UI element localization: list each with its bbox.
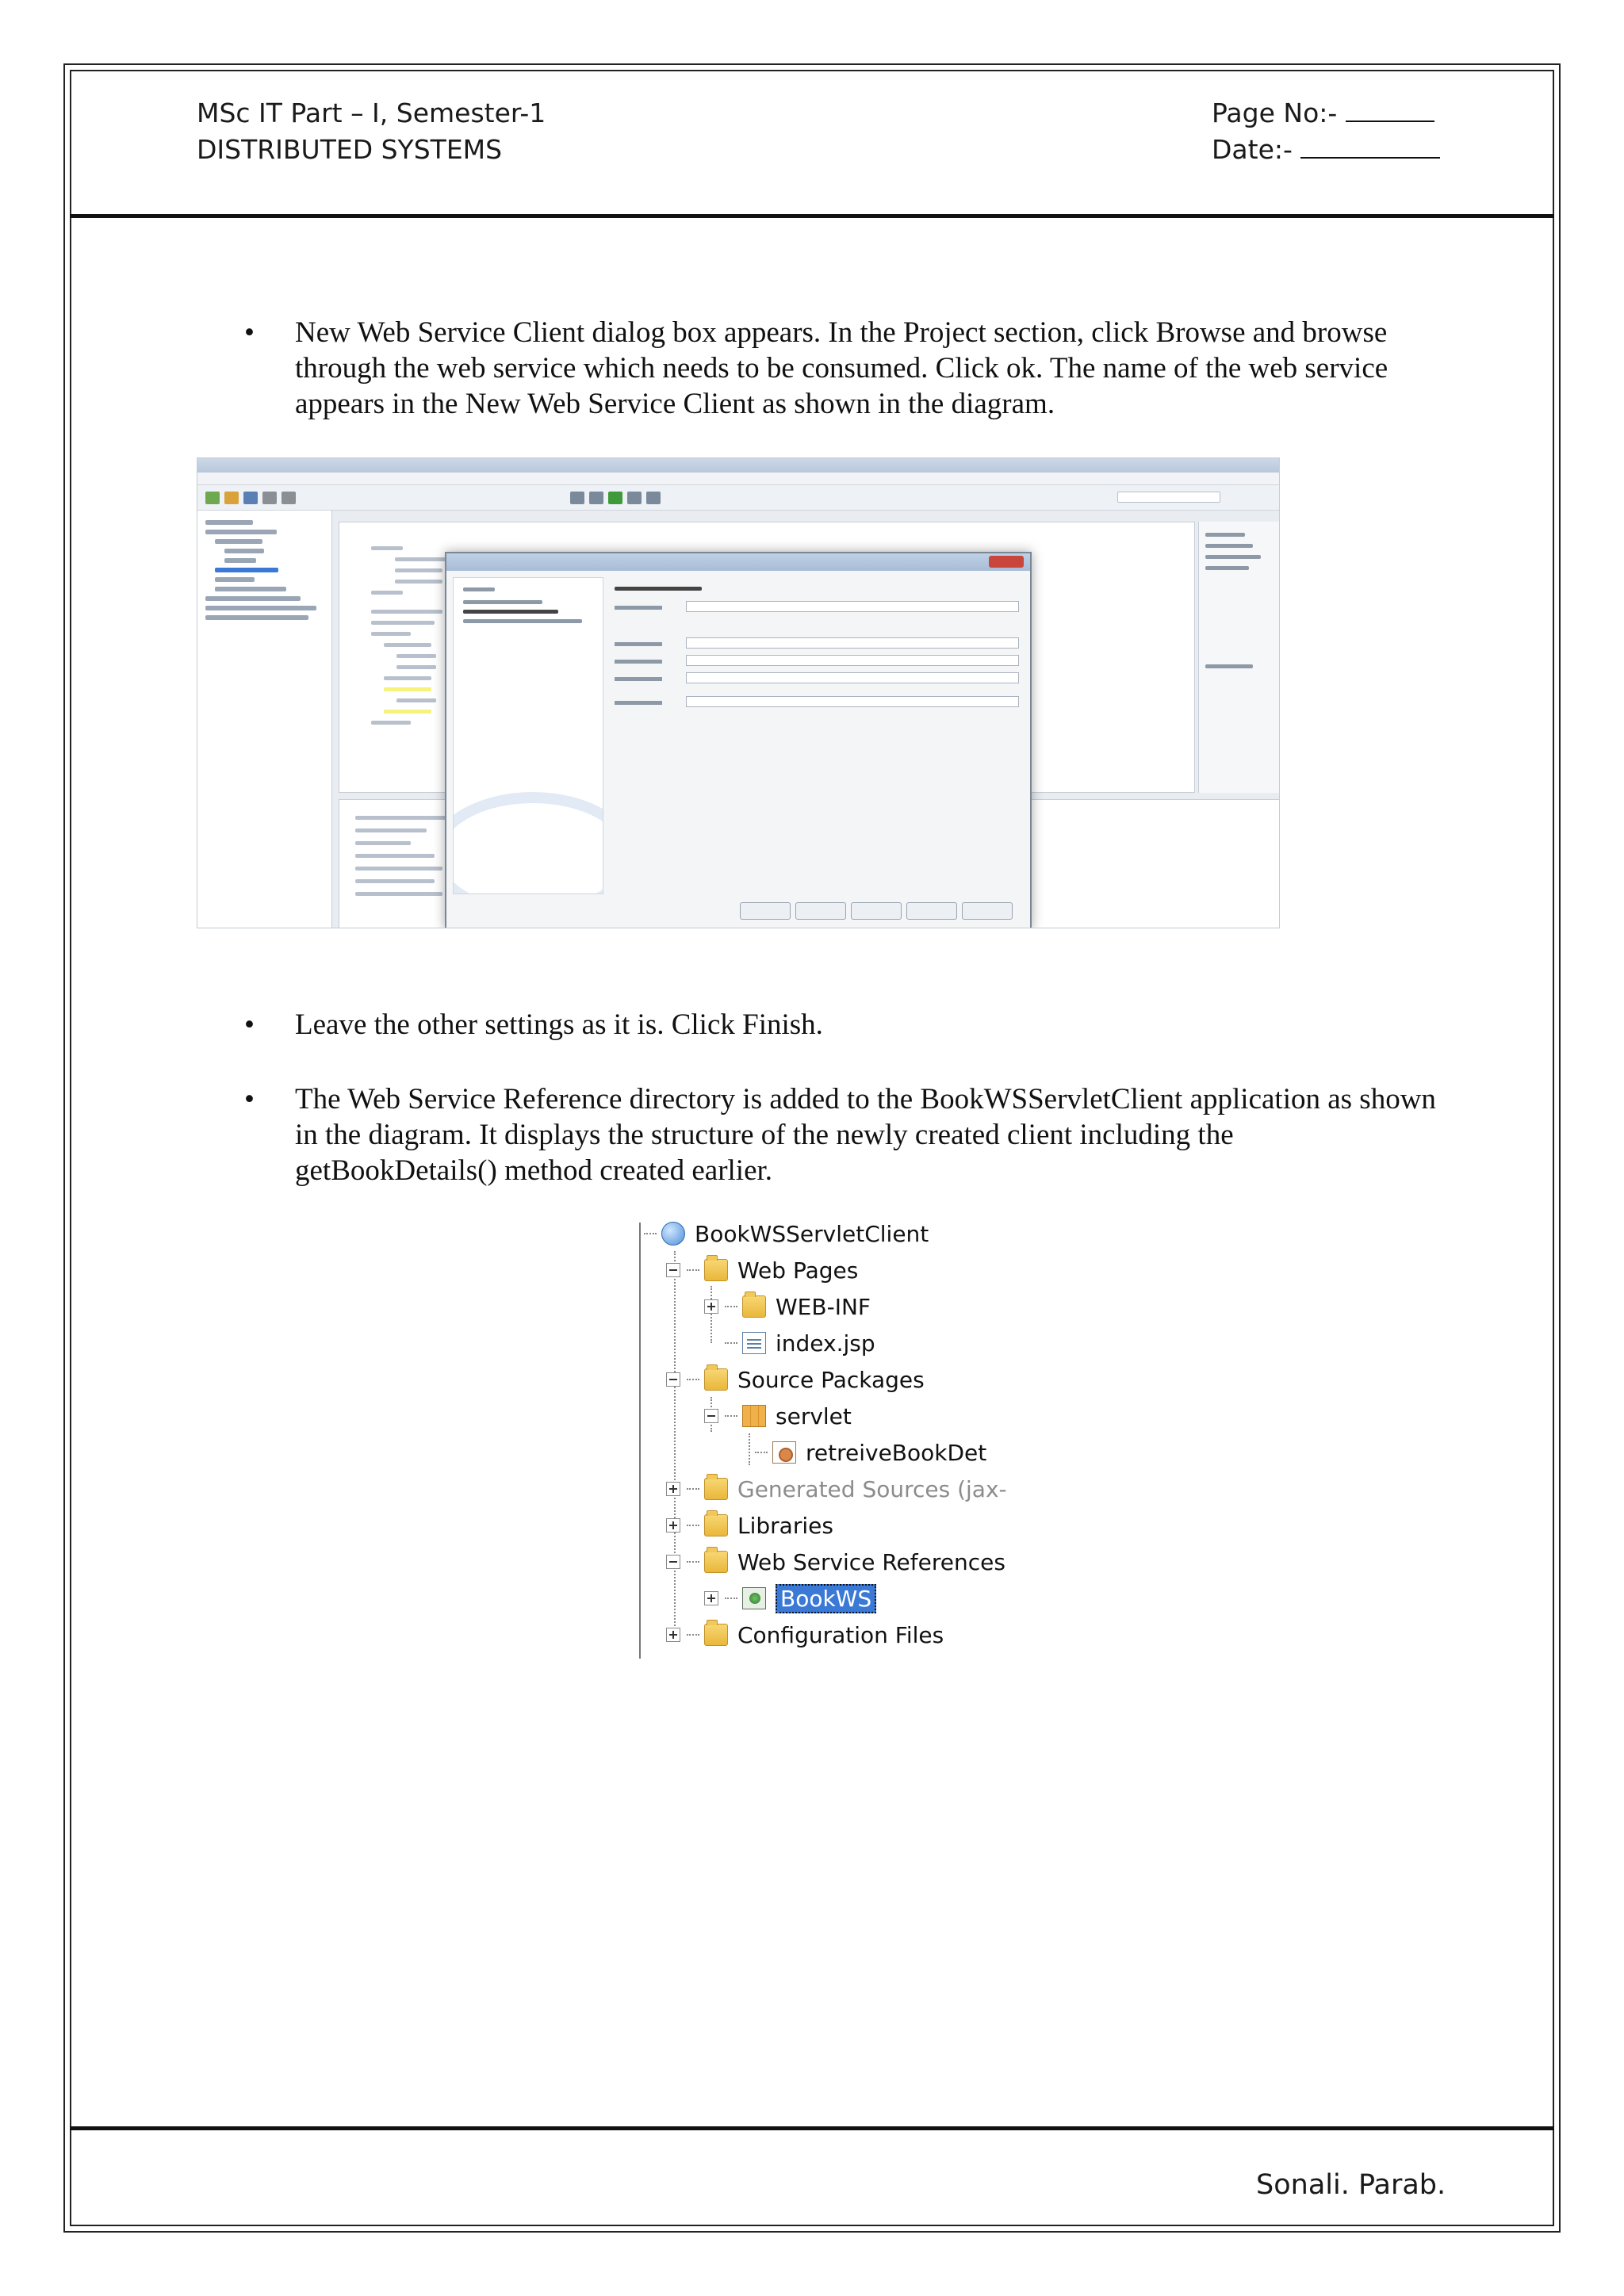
dialog-steps-panel [453,577,603,894]
course-title: MSc IT Part – I, Semester-1 [197,98,546,128]
page-number-blank [1346,98,1434,122]
folder-icon [742,1295,766,1318]
tree-node-source-packages [666,1364,925,1395]
package-icon [742,1405,766,1427]
web-service-icon [742,1587,766,1609]
ide-toolbar [197,485,1279,511]
tree-label: WEB-INF [776,1293,871,1320]
jsp-file-icon [742,1332,766,1354]
collapse-icon [666,1555,680,1569]
page-number-field [1212,95,1440,132]
tree-label: Configuration Files [737,1621,944,1648]
tree-label: Web Service References [737,1548,1005,1575]
globe-icon [661,1222,685,1246]
collapse-icon [704,1409,718,1423]
header-right [1212,95,1440,168]
next-button [795,902,846,920]
tree-label: retreiveBookDet [806,1439,987,1466]
debug-icon [627,492,642,504]
tree-label: index.jsp [776,1330,875,1357]
properties-panel [1198,522,1280,793]
tree-node-index-jsp [725,1327,875,1359]
tree-label: Web Pages [737,1257,859,1284]
search-box [1117,492,1220,503]
ide-menu-bar [197,473,1279,485]
build-icon [570,492,584,504]
ide-title-bar [197,458,1279,473]
new-project-icon [205,492,220,504]
bullet-marker-2: • [244,1008,255,1041]
undo-icon [262,492,277,504]
tree-label: Generated Sources (jax- [737,1475,1007,1502]
open-icon [224,492,239,504]
date-field [1212,132,1440,168]
expand-icon [704,1591,718,1605]
tree-label: BookWSServletClient [695,1220,929,1247]
projects-panel [197,511,332,928]
bullet-marker-3: • [244,1083,255,1115]
new-servlet-dialog [445,552,1032,928]
tree-node-web-pages [666,1254,858,1286]
page-number-label: Page No:- [1212,98,1346,128]
tree-node-libraries [666,1510,833,1541]
tree-label: servlet [776,1402,852,1429]
folder-icon [704,1551,728,1573]
tree-node-servlet-class [755,1437,986,1468]
tree-node-web-inf [704,1291,871,1322]
save-icon [243,492,258,504]
run-icon [608,492,622,504]
collapse-icon [666,1372,680,1387]
folder-icon [704,1624,728,1646]
tree-node-servlet-package [704,1400,852,1432]
subject-title: DISTRIBUTED SYSTEMS [197,134,503,165]
project-tree-screenshot [639,1218,1007,1668]
date-label: Date:- [1212,134,1301,165]
author-signature: Sonali. Parab. [1256,2169,1446,2201]
clean-build-icon [589,492,603,504]
header-left [197,95,546,168]
tree-label: Source Packages [737,1366,925,1393]
expand-icon [704,1299,718,1314]
help-button [962,902,1013,920]
bullet-marker-1: • [244,316,255,349]
tree-node-generated-sources [666,1473,1007,1505]
back-button [740,902,791,920]
folder-icon [704,1368,728,1391]
footer-divider [70,2126,1554,2130]
expand-icon [666,1482,680,1496]
profile-icon [646,492,661,504]
cancel-button [906,902,957,920]
tree-node-configuration-files [666,1619,944,1651]
tree-label-selected: BookWS [776,1584,876,1613]
header-divider [70,214,1554,218]
dialog-title-bar [446,553,1030,571]
folder-icon [704,1259,728,1281]
finish-button [851,902,902,920]
expand-icon [666,1628,680,1642]
ide-screenshot [197,457,1280,928]
paragraph-3: The Web Service Reference directory is added to the BookWSServletClient application as shown in the diagram. It displays the structure of the newly created client including the getBookDetails() method created earlier. [295,1083,1436,1187]
tree-node-bookws [704,1582,876,1614]
tree-node-project [644,1218,929,1249]
folder-icon [704,1514,728,1536]
paragraph-2: Leave the other settings as it is. Click Finish. [295,1008,823,1041]
expand-icon [666,1518,680,1533]
date-blank [1300,135,1440,159]
paragraph-1: New Web Service Client dialog box appears. In the Project section, click Browse and browse through the web service which needs to be consumed. Click ok. The name of the web service appears in the New Web Service Client as shown in the diagram. [295,316,1388,420]
tree-label: Libraries [737,1512,833,1539]
tree-node-web-service-references [666,1546,1005,1578]
folder-icon [704,1478,728,1500]
collapse-icon [666,1263,680,1277]
redo-icon [282,492,296,504]
dialog-close-icon [989,556,1024,568]
java-file-icon [772,1441,796,1464]
